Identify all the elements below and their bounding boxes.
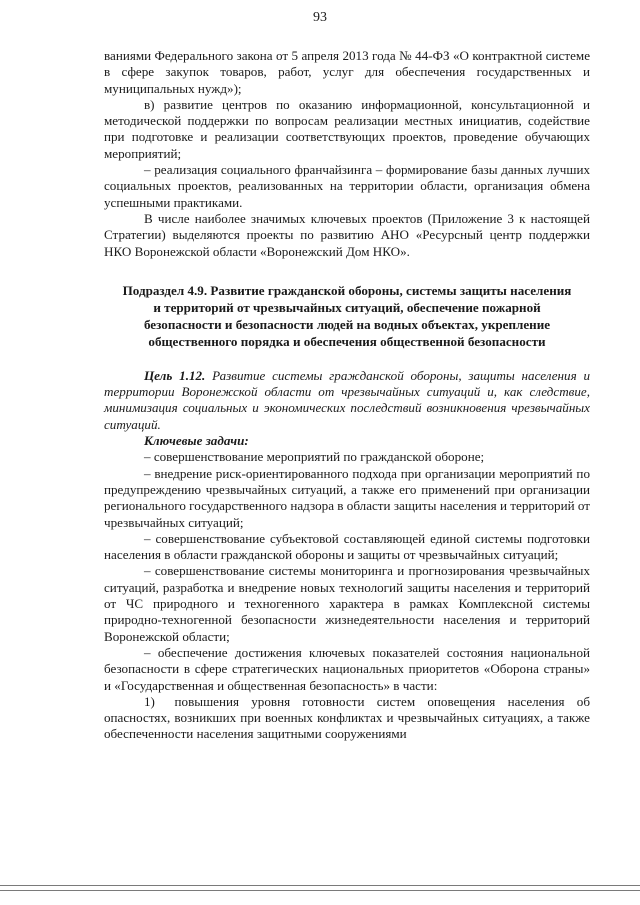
goal-label: Цель 1.12.: [144, 367, 206, 383]
task-item: – внедрение риск-ориентированного подхода при организации мероприятий по предупреждению чрезвычайных ситуаций, а также его применений при организации регионального государственного надзора в области защиты населения и территорий от чрезвычайных ситуаций;: [104, 465, 590, 530]
paragraph-item-v: в) развитие центров по оказанию информационной, консультационной и методической поддержки по вопросам реализации местных инициатив, содействие при подготовке и реализации соответствующих проектов, проведение обучающих мероприятий;: [104, 96, 590, 161]
numbered-item: 1) повышения уровня готовности систем оповещения населения об опасностях, возникших при военных конфликтах и чрезвычайных ситуациях, а также обеспеченности населения защитными сооружениями: [104, 693, 590, 742]
paragraph-continuation: ваниями Федерального закона от 5 апреля 2013 года № 44-ФЗ «О контрактной системе в сфере закупок товаров, работ, услуг для обеспечения государственных и муниципальных нужд»);: [104, 48, 590, 96]
task-item: – совершенствование мероприятий по гражданской обороне;: [144, 449, 485, 465]
task-item: – совершенствование системы мониторинга и прогнозирования чрезвычайных ситуаций, разработка и внедрение новых технологий защиты населения и территорий от ЧС природного и техногенного характера в рамках Комплексной системы природно-техногенной безопасности жизнедеятельности населения и территорий Воронежской области;: [104, 563, 590, 644]
section-title: Подраздел 4.9. Развитие гражданской обороны, системы защиты населения и территорий от чрезвычайных ситуаций, обеспечение пожарной безопасности и безопасности людей на водных объектах, укрепление общественного порядка и обеспечения общественной безопасности: [122, 282, 572, 349]
tasks-heading: Ключевые задачи:: [144, 433, 249, 449]
task-item: – обеспечение достижения ключевых показателей состояния национальной безопасности в сфере стратегических национальных приоритетов «Оборона страны» и «Государственная и общественная безопасность» в части:: [104, 644, 590, 693]
goal-text: Развитие системы гражданской обороны, защиты населения и территории Воронежской области от чрезвычайных ситуаций и, как следствие, минимизация социальных и экономических последствий возникновения чрезвычайных ситуаций.: [104, 367, 590, 432]
goal-paragraph: [104, 368, 590, 433]
scan-edge-line: [0, 890, 640, 891]
scan-edge-line: [0, 885, 640, 886]
paragraph-key-projects: В числе наиболее значимых ключевых проектов (Приложение 3 к настоящей Стратегии) выделяются проекты по развитию АНО «Ресурсный центр поддержки НКО Воронежской области «Воронежский Дом НКО».: [104, 210, 590, 259]
page-body: [104, 48, 590, 743]
task-item: – совершенствование субъектовой составляющей единой системы подготовки населения в области гражданской обороны и защиты от чрезвычайных ситуаций;: [104, 530, 590, 563]
page-number: 93: [313, 10, 327, 25]
paragraph-franchising: – реализация социального франчайзинга – формирование базы данных лучших социальных проектов, реализованных на территории области, организация обмена успешными практиками.: [104, 162, 590, 210]
